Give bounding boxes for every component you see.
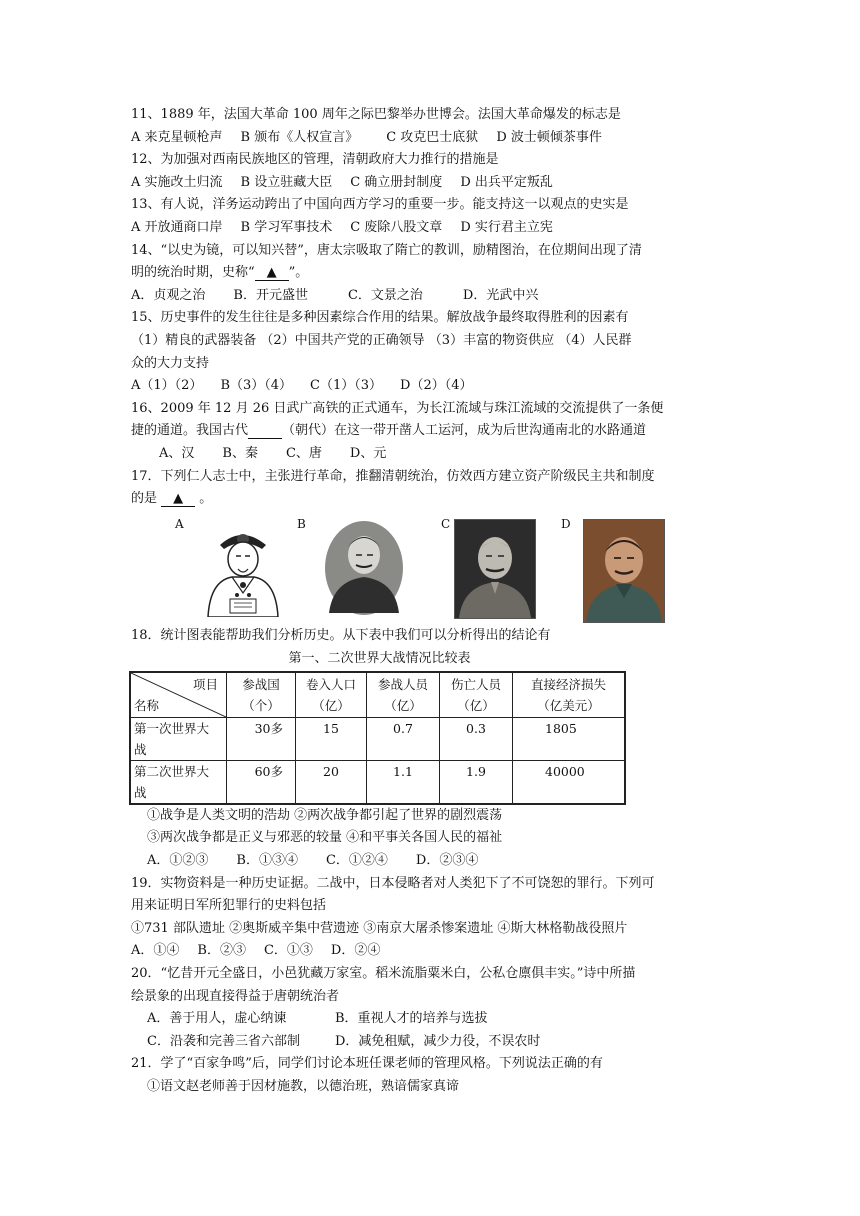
q15-option-b: B（3）（4） <box>220 378 293 394</box>
cell-value: 0.7 <box>367 717 440 760</box>
q18-option-d: D．②③④ <box>415 853 479 869</box>
q18-statements-line1: ①战争是人类文明的浩劫 ②两次战争都引起了世界的剧烈震荡 <box>147 807 503 823</box>
row-name-text: 战 <box>134 741 147 757</box>
q17-label-a: A <box>175 516 184 531</box>
q15-items-line1: （1）精良的武器装备 （2）中国共产党的正确领导 （3）丰富的物资供应 （4）人民群 <box>131 332 632 348</box>
header-economic-loss <box>513 672 626 718</box>
q20-options-row1 <box>131 1008 731 1031</box>
header-text: 直接经济损失 <box>530 676 606 692</box>
q17-stem-end: 。 <box>199 491 213 507</box>
table-header-row <box>130 672 625 718</box>
q20-stem-line2: 绘景象的出现直接得益于唐朝统治者 <box>131 988 340 1004</box>
table-row <box>130 717 625 760</box>
q18-stem: 18．统计图表能帮助我们分析历史。从下表中我们可以分析得出的结论有 <box>131 627 551 643</box>
q17-stem-text: 的是 <box>131 491 158 507</box>
q19-stem-line2: 用来证明日军所犯罪行的史料包括 <box>131 898 327 914</box>
q11-option-d: D 波士顿倾茶事件 <box>496 129 602 145</box>
q14-option-c: C．文景之治 <box>347 287 423 303</box>
q20-options-row2 <box>131 1031 731 1054</box>
header-unit: （亿美元） <box>537 697 600 713</box>
cell-value: 1805 <box>513 717 626 760</box>
header-text: 参战国 <box>242 676 280 692</box>
q15-option-c: C（1）（3） <box>310 378 383 394</box>
header-unit: （亿） <box>312 697 350 713</box>
header-countries <box>227 672 296 718</box>
q17-stem-line2 <box>131 488 731 511</box>
q15-stem: 15、历史事件的发生往往是多种因素综合作用的结果。解放战争最终取得胜利的因素有 <box>131 310 629 326</box>
cell-value: 0.3 <box>440 717 513 760</box>
q20-option-a: A．善于用人，虚心纳谏 <box>147 1011 287 1027</box>
q11-option-a: A 来克星顿枪声 <box>131 129 223 145</box>
q16-option-b: B、秦 <box>222 445 258 461</box>
q15-options <box>131 375 731 398</box>
q11-option-c: C 攻克巴士底狱 <box>386 129 479 145</box>
q12-option-a: A 实施改土归流 <box>131 174 223 190</box>
portrait-d-image <box>583 519 665 623</box>
q14-stem-line2 <box>131 262 731 285</box>
q14-stem-text: 明的统治时期，史称“ <box>131 265 255 281</box>
q15-option-d: D（2）（4） <box>400 378 473 394</box>
q19-options <box>131 940 731 963</box>
q18-table-title: 第一、二次世界大战情况比较表 <box>288 651 471 667</box>
q13-option-c: C 废除八股文章 <box>350 219 443 235</box>
q12-option-c: C 确立册封制度 <box>350 174 443 190</box>
q14-stem-line1: 14、“以史为镜，可以知兴替”，唐太宗吸取了隋亡的教训，励精图治，在位期间出现了清 <box>131 242 642 258</box>
cell-value: 1.9 <box>440 760 513 804</box>
q21-stem: 21．学了“百家争鸣”后，同学们讨论本班任课老师的管理风格。下列说法正确的有 <box>131 1056 603 1072</box>
q18-option-a: A．①②③ <box>147 853 209 869</box>
row-name-ww2 <box>130 760 227 804</box>
q14-option-a: A．贞观之治 <box>131 287 206 303</box>
q17-answer-blank: ▲ <box>161 492 195 507</box>
ww-comparison-table <box>129 671 626 805</box>
q20-option-c: C．沿袭和完善三省六部制 <box>147 1033 300 1049</box>
q12-stem: 12、为加强对西南民族地区的管理，清朝政府大力推行的措施是 <box>131 152 499 168</box>
q17-stem-line1: 17．下列仁人志士中，主张进行革命，推翻清朝统治，仿效西方建立资产阶级民主共和制度 <box>131 468 655 484</box>
portrait-a-image <box>192 519 293 617</box>
q19-stem-line1: 19．实物资料是一种历史证据。二战中，日本侵略者对人类犯下了不可饶恕的罪行。下列可 <box>131 875 655 891</box>
q20-option-b: B．重视人才的培养与选拔 <box>335 1011 488 1027</box>
q18-option-c: C．①②④ <box>325 853 388 869</box>
q19-option-b: B．②③ <box>197 943 246 959</box>
row-name-text: 第二次世界大 <box>134 763 210 779</box>
q21-item1: ①语文赵老师善于因材施教，以德治班，熟谙儒家真谛 <box>147 1079 460 1094</box>
header-unit: （个） <box>242 697 280 713</box>
q16-stem-line1: 16、2009 年 12 月 26 日武广高铁的正式通车，为长江流域与珠江流域的交流提供了一条便 <box>131 400 664 416</box>
q14-answer-blank: ▲ <box>255 266 289 281</box>
q17-portraits <box>131 513 731 625</box>
q19-items: ①731 部队遗址 ②奥斯威辛集中营遗迹 ③南京大屠杀惨案遗址 ④斯大林格勒战役照片 <box>131 920 628 936</box>
q13-option-b: B 学习军事技术 <box>240 219 333 235</box>
header-text: 卷入人口 <box>305 676 356 692</box>
q19-option-c: C．①③ <box>263 943 313 959</box>
corner-label-bottom: 名称 <box>134 697 160 713</box>
table-corner-cell <box>130 672 227 718</box>
q13-options <box>131 217 731 240</box>
q14-options <box>131 285 731 308</box>
q16-stem-line2 <box>131 420 731 443</box>
row-name-ww1 <box>130 717 227 760</box>
corner-label-top: 项目 <box>192 676 218 692</box>
q19-option-d: D．②④ <box>330 943 381 959</box>
q16-options <box>131 443 731 466</box>
portrait-c-image <box>454 519 536 619</box>
q19-option-a: A．①④ <box>131 943 180 959</box>
q18-option-b: B．①③④ <box>236 853 298 869</box>
q12-option-b: B 设立驻藏大臣 <box>240 174 333 190</box>
q15-items-line2: 众的大力支持 <box>131 355 210 371</box>
q16-option-d: D、元 <box>349 445 387 461</box>
header-text: 伤亡人员 <box>450 676 501 692</box>
q14-option-b: B．开元盛世 <box>233 287 308 303</box>
portrait-b-image <box>323 519 405 617</box>
cell-value: 60多 <box>227 760 296 804</box>
q11-option-b: B 颁布《人权宣言》 <box>240 129 359 145</box>
q13-option-d: D 实行君主立宪 <box>460 219 553 235</box>
cell-value: 15 <box>296 717 367 760</box>
cell-value: 40000 <box>513 760 626 804</box>
q17-label-c: C <box>441 516 451 531</box>
q13-option-a: A 开放通商口岸 <box>131 219 223 235</box>
header-population <box>296 672 367 718</box>
q16-stem-end: （朝代）在这一带开凿人工运河，成为后世沟通南北的水路通道 <box>282 423 647 439</box>
q11-stem: 11、1889 年，法国大革命 100 周年之际巴黎举办世博会。法国大革命爆发的标志是 <box>131 107 621 122</box>
exam-page <box>131 104 731 1099</box>
q12-options <box>131 172 731 195</box>
table-row <box>130 760 625 804</box>
q13-stem: 13、有人说，洋务运动跨出了中国向西方学习的重要一步。能支持这一以观点的史实是 <box>131 197 629 213</box>
row-name-text: 第一次世界大 <box>134 720 210 736</box>
cell-value: 30多 <box>227 717 296 760</box>
q11-options <box>131 127 731 150</box>
q16-option-a: A、汉 <box>159 445 195 461</box>
header-personnel <box>367 672 440 718</box>
q20-stem-line1: 20．“忆昔开元全盛日，小邑犹藏万家室。稻米流脂粟米白，公私仓廪俱丰实。”诗中所描 <box>131 966 636 982</box>
q17-label-d: D <box>561 516 571 531</box>
cell-value: 20 <box>296 760 367 804</box>
q15-option-a: A（1）（2） <box>131 378 203 394</box>
q16-answer-blank <box>248 424 282 439</box>
q20-option-d: D．减免租赋，减少力役，不误农时 <box>335 1033 541 1049</box>
q16-stem-text: 捷的通道。我国古代 <box>131 423 249 439</box>
cell-value: 1.1 <box>367 760 440 804</box>
q17-label-b: B <box>297 516 306 531</box>
q14-option-d: D．光武中兴 <box>462 287 539 303</box>
q12-option-d: D 出兵平定叛乱 <box>460 174 553 190</box>
header-text: 参战人员 <box>377 676 428 692</box>
header-casualties <box>440 672 513 718</box>
q14-stem-end: ”。 <box>288 265 309 281</box>
header-unit: （亿） <box>457 697 495 713</box>
q16-option-c: C、唐 <box>285 445 322 461</box>
q18-options <box>131 850 731 873</box>
header-unit: （亿） <box>384 697 422 713</box>
row-name-text: 战 <box>134 784 147 800</box>
q18-statements-line2: ③两次战争都是正义与邪恶的较量 ④和平事关各国人民的福祉 <box>147 830 503 846</box>
